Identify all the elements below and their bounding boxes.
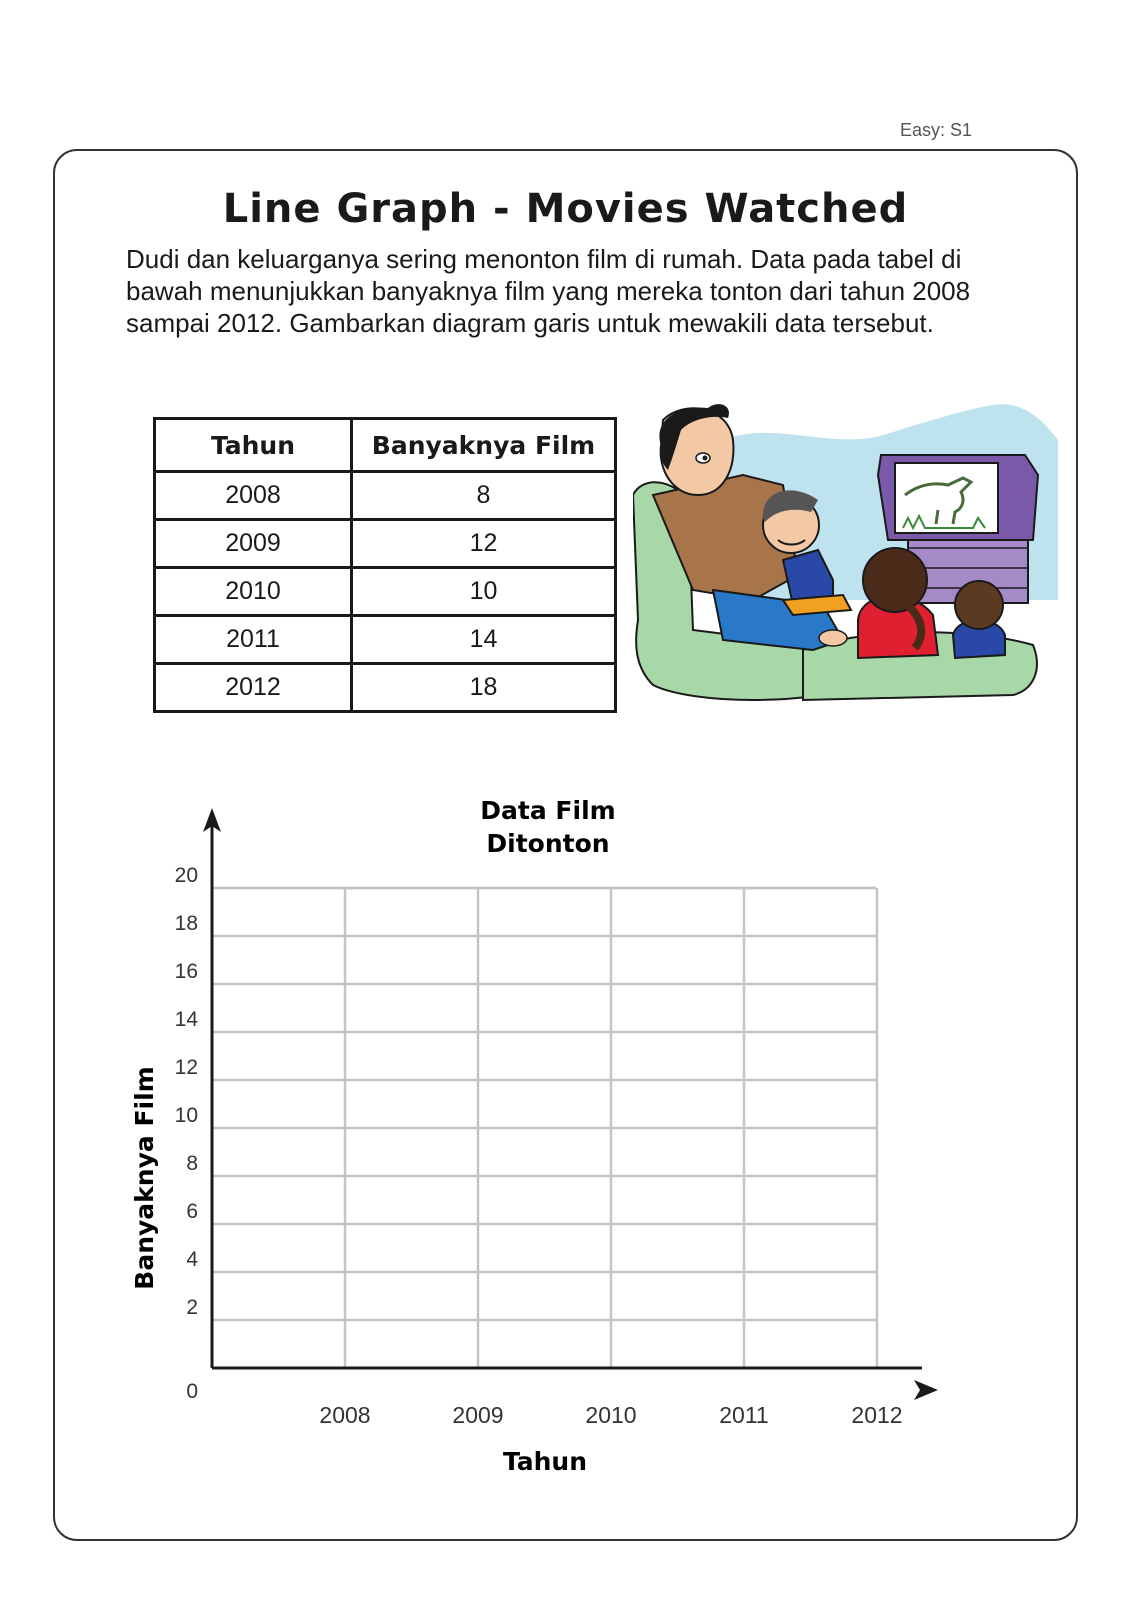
y-axis-label: Banyaknya Film [130,1066,159,1290]
data-table [153,417,617,713]
chart-title-line-2: Ditonton [486,829,610,858]
y-tick-label: 14 [174,1008,198,1031]
y-tick-label: 16 [174,960,198,983]
intro-paragraph: Dudi dan keluarganya sering menonton film di rumah. Data pada tabel di bawah menunjukkan banyaknya film yang mereka tonton dari tahun 2008 sampai 2012. Gambarkan diagram garis untuk mewakili data tersebut. [126,244,971,338]
cell-year: 2010 [155,568,352,616]
cell-year: 2008 [155,472,352,520]
y-tick-label: 6 [186,1200,198,1223]
table-row [155,664,616,712]
y-tick-label: 10 [174,1104,198,1127]
y-tick-labels [175,864,199,1403]
table-row [155,568,616,616]
y-tick-label: 0 [186,1380,198,1403]
y-tick-label: 20 [174,864,198,887]
x-tick-labels [319,1402,902,1428]
header-tahun: Tahun [155,419,352,472]
cell-count: 10 [352,568,616,616]
y-tick-label: 8 [186,1152,198,1175]
x-axis-label: Tahun [502,1447,588,1476]
table-row [155,472,616,520]
y-tick-label: 4 [186,1248,198,1271]
header-banyaknya-film: Banyaknya Film [352,419,616,472]
x-tick-label: 2010 [585,1402,637,1428]
table-header-row [155,419,616,472]
x-tick-label: 2009 [452,1402,504,1428]
cell-year: 2011 [155,616,352,664]
worksheet-title: Line Graph - Movies Watched [222,186,909,232]
x-tick-label: 2012 [851,1402,903,1428]
cell-count: 8 [352,472,616,520]
y-tick-label: 2 [186,1296,198,1319]
y-tick-label: 18 [174,912,198,935]
table-row [155,616,616,664]
family-watching-tv-illustration [633,400,1063,720]
x-axis-arrow-icon [914,1380,938,1400]
table-row [155,520,616,568]
level-tag: Easy: S1 [900,120,973,140]
cell-count: 12 [352,520,616,568]
cell-year: 2009 [155,520,352,568]
chart-title-line-1: Data Film [480,796,616,825]
cell-year: 2012 [155,664,352,712]
cell-count: 14 [352,616,616,664]
chart-grid [212,888,877,1368]
x-tick-label: 2011 [719,1402,769,1428]
chart-axes [203,808,938,1400]
line-graph [0,780,1131,1500]
x-tick-label: 2008 [319,1402,371,1428]
y-tick-label: 12 [174,1056,198,1079]
cell-count: 18 [352,664,616,712]
